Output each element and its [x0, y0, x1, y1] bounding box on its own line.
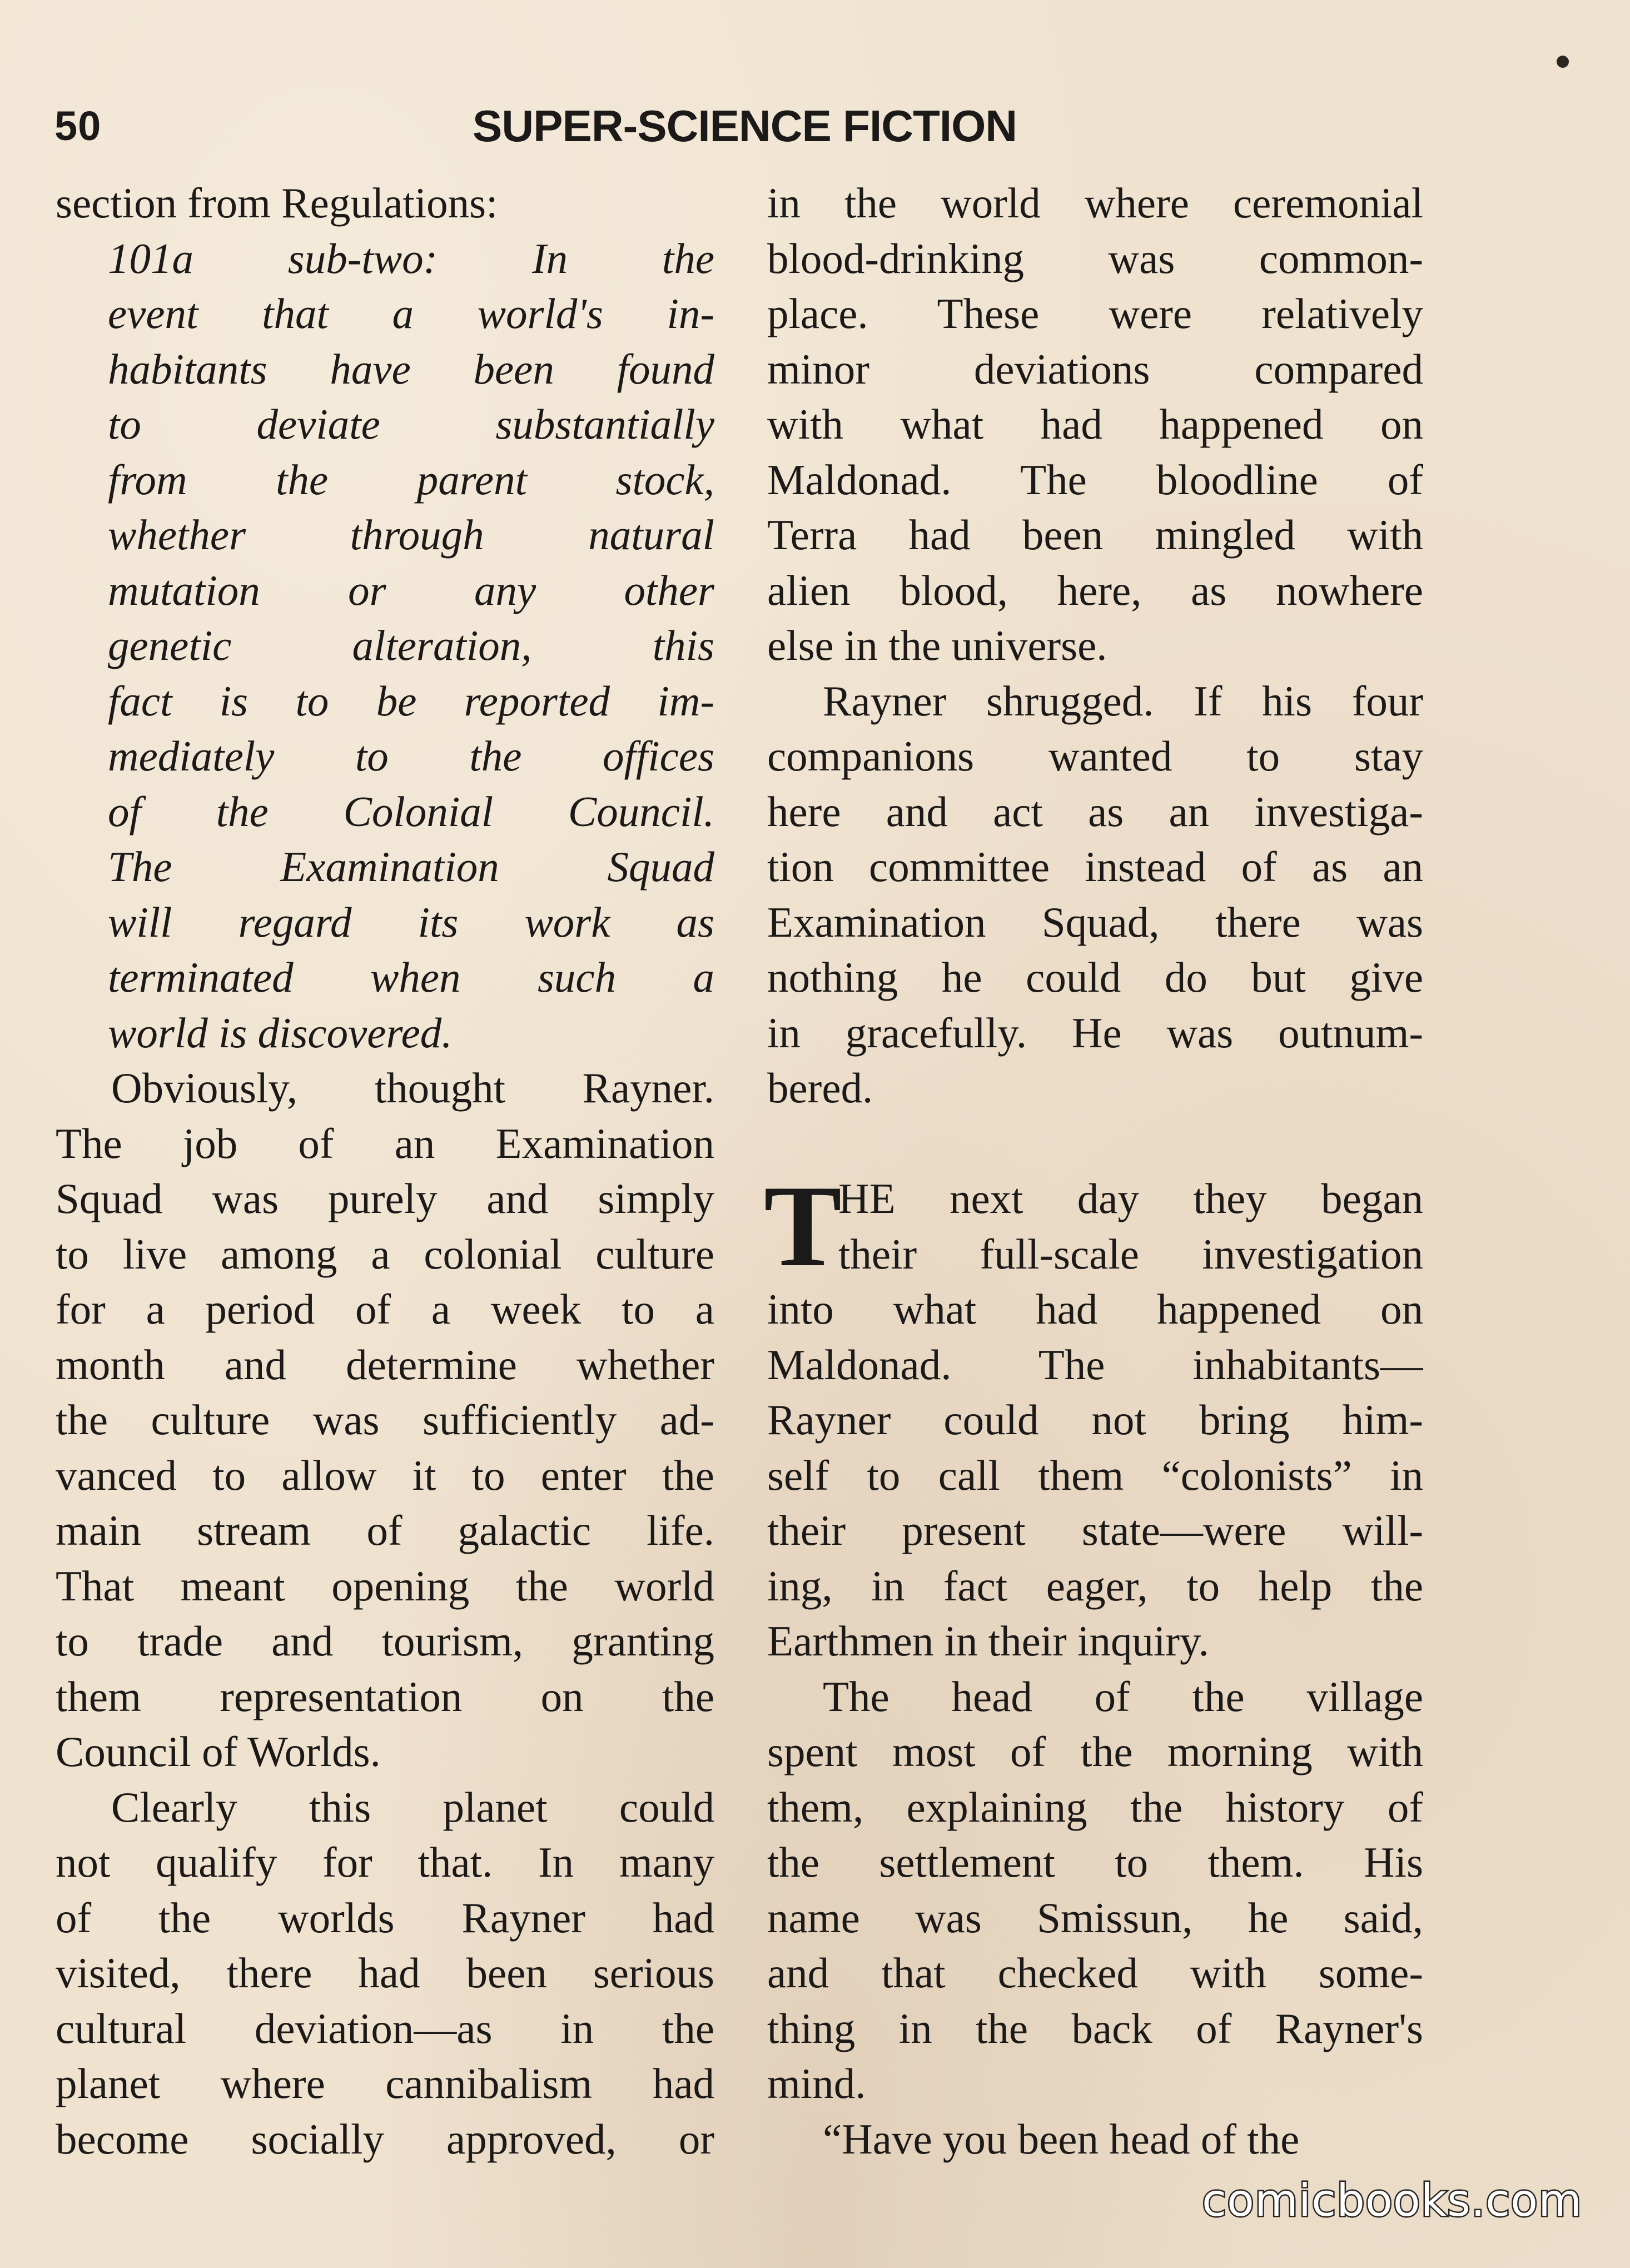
text-line: Rayner shrugged. If his four	[823, 677, 1423, 725]
text-line: Examination Squad, there was	[767, 898, 1423, 946]
regulation-line: habitants have been found	[108, 345, 714, 393]
text-line: thing in the back of Rayner's	[767, 2004, 1423, 2052]
text-line: section from Regulations:	[56, 179, 498, 227]
text-line: ing, in fact eager, to help the	[767, 1561, 1423, 1610]
text-line: blood-drinking was common-	[767, 234, 1423, 282]
text-line: The job of an Examination	[56, 1119, 714, 1167]
text-line: cultural deviation—as in the	[56, 2004, 714, 2052]
paragraph	[767, 674, 1423, 1116]
text-line: Maldonad. The bloodline of	[767, 455, 1423, 504]
text-line: spent most of the morning with	[767, 1728, 1423, 1775]
paragraph	[767, 2112, 1423, 2167]
text-line: minor deviations compared	[767, 345, 1423, 393]
regulation-line: mutation or any other	[108, 566, 714, 614]
text-line: HE next day they began	[838, 1175, 1423, 1222]
text-line: Obviously, thought Rayner.	[111, 1064, 714, 1112]
section-paragraph	[764, 1162, 1423, 1669]
regulation-line: 101a sub-two: In the	[108, 234, 714, 282]
text-line: them representation on the	[56, 1672, 714, 1720]
text-line: and that checked with some-	[767, 1949, 1423, 1997]
text-line: into what had happened on	[767, 1285, 1423, 1333]
ink-speck	[1557, 56, 1569, 68]
text-line: month and determine whether	[56, 1340, 714, 1389]
text-line: The head of the village	[823, 1672, 1423, 1720]
text-line: main stream of galactic life.	[56, 1506, 714, 1554]
text-line: vanced to allow it to enter the	[56, 1451, 714, 1499]
text-line: in gracefully. He was outnum-	[767, 1008, 1423, 1057]
regulation-line: will regard its work as	[108, 898, 714, 946]
text-line: planet where cannibalism had	[56, 2060, 714, 2107]
regulation-line: event that a world's in-	[108, 290, 714, 337]
text-line: to trade and tourism, granting	[56, 1617, 714, 1665]
watermark: comicbooks.com	[1202, 2175, 1583, 2226]
left-column	[56, 176, 714, 2167]
text-line: not qualify for that. In many	[56, 1838, 714, 1886]
text-line: That meant opening the world	[56, 1561, 714, 1610]
paragraph	[767, 1669, 1423, 2112]
text-line: companions wanted to stay	[767, 732, 1423, 780]
regulation-line: fact is to be reported im-	[108, 677, 714, 725]
text-line: Council of Worlds.	[56, 1728, 381, 1775]
text-line: Earthmen in their inquiry.	[767, 1617, 1209, 1665]
section-break	[767, 1116, 1423, 1172]
text-line: self to call them “colonists” in	[767, 1451, 1423, 1499]
regulation-quote	[56, 231, 714, 1061]
text-line: Squad was purely and simply	[56, 1175, 714, 1222]
right-column	[764, 176, 1423, 2167]
page-header	[54, 96, 1017, 157]
regulation-line: of the Colonial Council.	[108, 787, 714, 835]
text-line: become socially approved, or	[56, 2115, 714, 2163]
paragraph	[56, 1780, 714, 2167]
paragraph	[767, 176, 1423, 674]
regulation-line: genetic alteration, this	[108, 621, 714, 669]
regulation-line: whether through natural	[108, 511, 714, 559]
paragraph	[56, 1061, 714, 1780]
text-line: Terra had been mingled with	[767, 511, 1423, 559]
text-line: the culture was sufficiently ad-	[56, 1396, 714, 1444]
text-line: for a period of a week to a	[56, 1285, 714, 1333]
regulation-line: mediately to the offices	[108, 732, 714, 780]
text-line: mind.	[767, 2060, 866, 2107]
page-number: 50	[54, 103, 102, 149]
text-line: name was Smissun, he said,	[767, 1893, 1423, 1942]
text-line: Clearly this planet could	[111, 1783, 714, 1831]
regulation-line: from the parent stock,	[108, 455, 714, 504]
running-title: SUPER-SCIENCE FICTION	[473, 101, 1017, 151]
text-line: Rayner could not bring him-	[767, 1396, 1423, 1444]
text-line: “Have you been head of the	[823, 2115, 1300, 2163]
regulation-line: world is discovered.	[108, 1008, 453, 1057]
text-line: of the worlds Rayner had	[56, 1893, 714, 1942]
text-line: here and act as an investiga-	[767, 787, 1423, 835]
text-line: with what had happened on	[767, 400, 1423, 448]
text-line: else in the universe.	[767, 621, 1107, 669]
text-line: visited, there had been serious	[56, 1949, 714, 1997]
text-line: their present state—were will-	[767, 1506, 1423, 1554]
drop-cap: T	[764, 1162, 842, 1291]
text-line: to live among a colonial culture	[56, 1230, 714, 1278]
text-line: their full-scale investigation	[838, 1230, 1423, 1278]
text-line: the settlement to them. His	[767, 1838, 1423, 1886]
text-line: bered.	[767, 1064, 873, 1112]
text-line: tion committee instead of as an	[767, 843, 1423, 891]
regulation-line: to deviate substantially	[108, 400, 714, 448]
regulation-line: The Examination Squad	[108, 843, 714, 891]
text-line: alien blood, here, as nowhere	[767, 566, 1423, 614]
text-line: nothing he could do but give	[767, 953, 1423, 1001]
regulation-line: terminated when such a	[108, 953, 714, 1001]
dropcap-block	[764, 1162, 1423, 1291]
text-line: them, explaining the history of	[767, 1783, 1423, 1831]
text-line: Maldonad. The inhabitants—	[767, 1340, 1423, 1389]
text-line: in the world where ceremonial	[767, 179, 1423, 227]
text-line: place. These were relatively	[767, 290, 1423, 337]
